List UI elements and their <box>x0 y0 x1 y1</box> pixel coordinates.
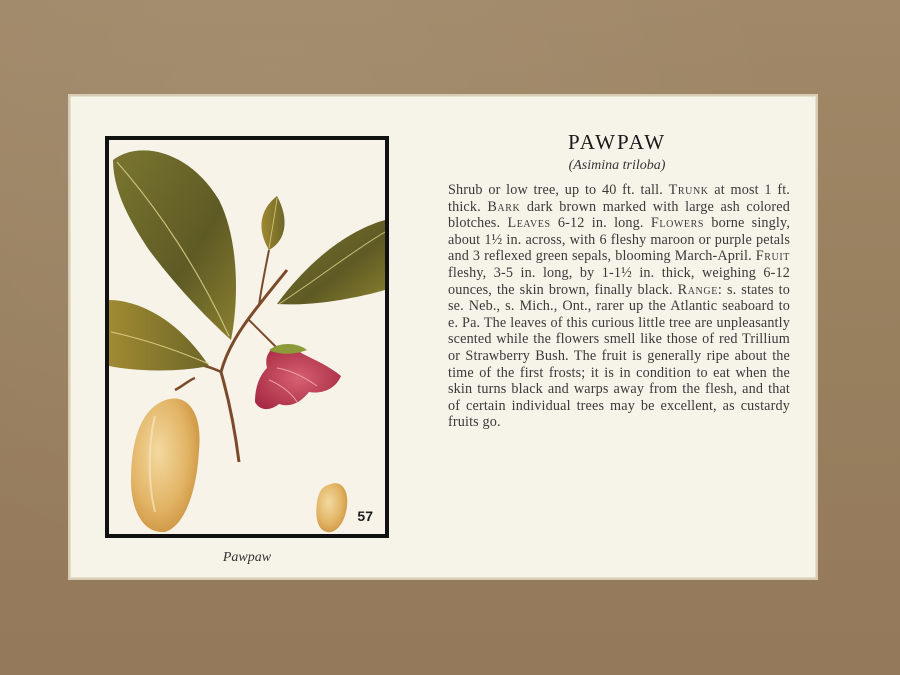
description-keyword: Bark <box>487 198 521 215</box>
description-keyword: Trunk <box>668 182 709 198</box>
description-text: dark brown marked with large ash colored blotches. <box>448 198 790 232</box>
description-text: borne singly, about 1½ in. across, with 6 fleshy maroon or purple petals and 3 reflexed green sepals, blooming March-April. <box>448 215 791 265</box>
description-text: fleshy, 3-5 in. long, by 1-1½ in. thick, weighing 6-12 ounces, the skin brown, finally black. <box>448 264 790 298</box>
description-keyword: Flowers <box>650 215 705 232</box>
description-text: : s. states to se. Neb., s. Mich., Ont., rarer up the Atlantic seaboard to e. Pa. The leaves of this curious little tree are unpleasantly scented while the flowers smell like those of red Trillium or Strawberry Bush. The fruit is generally ripe about the time of the first frosts; it is in condition to eat when the skin turns black and warps away from the flesh, and that of certain individual trees may be excellent, as custardy fruits go. <box>448 281 790 431</box>
scientific-name: (Asimina triloba) <box>568 158 666 173</box>
description-keyword: Fruit <box>755 248 790 265</box>
description-text: 6-12 in. long. <box>550 215 651 232</box>
description-keyword: Range <box>677 281 718 298</box>
description-keyword: Leaves <box>507 215 551 232</box>
plate-number: 57 <box>357 508 373 524</box>
description-text: at most 1 ft. thick. <box>448 182 790 215</box>
illustration-plate <box>105 136 389 538</box>
species-title: PAWPAW <box>567 130 667 154</box>
pawpaw-illustration <box>109 140 385 534</box>
illustration-caption: Pawpaw <box>222 550 272 565</box>
description-text: Shrub or low tree, up to 40 ft. tall. <box>448 182 669 198</box>
species-description <box>448 182 790 431</box>
specimen-card <box>70 96 816 578</box>
